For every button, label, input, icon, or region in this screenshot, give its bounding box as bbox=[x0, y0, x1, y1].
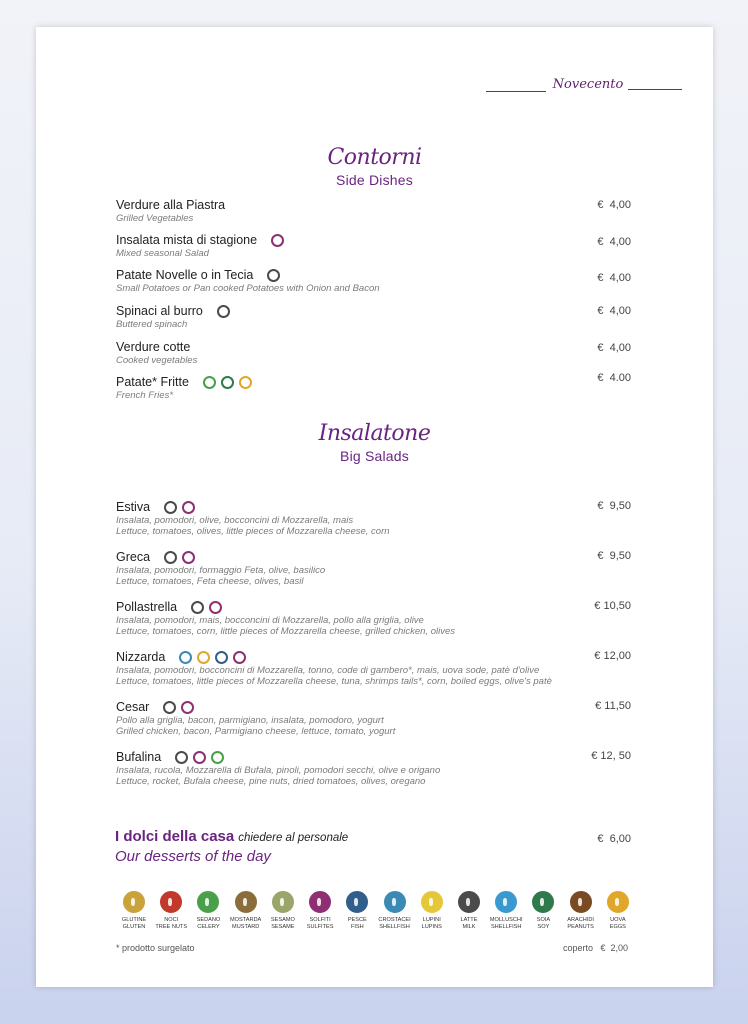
allergen-label-it: ARACHIDI bbox=[567, 917, 594, 923]
allergen-label-en: SULFITES bbox=[306, 924, 334, 930]
allergen-legend-item bbox=[265, 891, 301, 931]
allergen-legend-item bbox=[339, 891, 375, 931]
allergen-label-en: GLUTEN bbox=[122, 924, 146, 930]
price: € 9,50 bbox=[597, 500, 631, 512]
allergen-label-it: SESAMO bbox=[270, 917, 295, 923]
allergen-label-en: MUSTARD bbox=[232, 924, 260, 930]
allergen-label-it: LUPINI bbox=[422, 917, 441, 923]
novecento-logo: Novecento bbox=[486, 71, 682, 107]
milk-icon bbox=[267, 269, 280, 282]
sulfites-icon bbox=[271, 234, 284, 247]
allergen-label-en: EGGS bbox=[609, 924, 626, 930]
allergen-label-en: CELERY bbox=[197, 924, 220, 930]
allergen-legend-item bbox=[153, 891, 189, 931]
price: € 4,00 bbox=[597, 342, 631, 354]
menu-item: Patate Novelle o in Tecia Small Potatoes or Pan cooked Potatoes with Onion and Bacon bbox=[116, 268, 380, 294]
milk-icon bbox=[164, 551, 177, 564]
allergen-label-en: SHELLFISH bbox=[379, 924, 410, 930]
allergen-label-it: CROSTACEI bbox=[378, 917, 411, 923]
allergen-legend-item bbox=[488, 891, 524, 931]
price: € 10,50 bbox=[594, 600, 631, 612]
menu-item: Spinaci al burro Buttered spinach bbox=[116, 304, 636, 330]
allergen-label-it: GLUTINE bbox=[121, 917, 147, 923]
allergen-label-en: SHELLFISH bbox=[490, 924, 522, 930]
allergen-label-en: LUPINS bbox=[421, 924, 442, 930]
egg-icon bbox=[197, 651, 210, 664]
price: € 4.00 bbox=[597, 372, 631, 384]
sesame-icon bbox=[272, 891, 294, 913]
sulfites-icon bbox=[309, 891, 331, 913]
milk-icon bbox=[217, 305, 230, 318]
allergen-label-en: PEANUTS bbox=[567, 924, 594, 930]
price: € 4,00 bbox=[597, 272, 631, 284]
allergen-label-en: SESAME bbox=[271, 924, 295, 930]
milk-icon bbox=[175, 751, 188, 764]
section-title-insalatone: Insalatone Big Salads bbox=[318, 421, 431, 464]
milk-icon bbox=[163, 701, 176, 714]
allergen-label-it: NOCI bbox=[164, 917, 179, 923]
allergen-legend-item bbox=[525, 891, 561, 931]
fish-icon bbox=[215, 651, 228, 664]
menu-item: Insalata mista di stagione Mixed seasonal Salad bbox=[116, 233, 636, 259]
allergen-label-it: PESCE bbox=[347, 917, 367, 923]
allergen-label-en: TREE NUTS bbox=[155, 924, 188, 930]
section-title-contorni: Contorni Side Dishes bbox=[327, 145, 422, 188]
cover-charge: coperto € 2,00 bbox=[562, 943, 628, 953]
allergen-legend-item bbox=[451, 891, 487, 931]
menu-page bbox=[36, 27, 713, 987]
menu-item: Pollastrella Insalata, pomodori, mais, bocconcini di Mozzarella, pollo alla griglia, olive Lettuce, tomatoes, corn, little pieces of Mozzarella cheese, grilled chicken, olives bbox=[116, 600, 455, 637]
price: € 4,00 bbox=[597, 305, 631, 317]
price: € 12, 50 bbox=[591, 750, 631, 762]
allergen-label-it: MOLLUSCHI bbox=[489, 917, 523, 923]
allergen-legend-item bbox=[190, 891, 226, 931]
allergen-label-en: MILK bbox=[462, 924, 476, 930]
soy-icon bbox=[221, 376, 234, 389]
price: € 4,00 bbox=[597, 236, 631, 248]
allergen-label-it: SOIA bbox=[536, 917, 551, 923]
sulfites-icon bbox=[193, 751, 206, 764]
menu-item: Cesar Pollo alla griglia, bacon, parmigiano, insalata, pomodoro, yogurt Grilled chicken, bacon, Parmigiano cheese, lettuce, tomato, yogurt bbox=[116, 700, 396, 737]
allergen-legend-item bbox=[228, 891, 264, 931]
celery-icon bbox=[203, 376, 216, 389]
allergen-label-it: SEDANO bbox=[196, 917, 221, 923]
allergen-legend-item bbox=[116, 891, 152, 931]
allergen-legend-item bbox=[377, 891, 413, 931]
allergen-label-it: UOVA bbox=[610, 917, 626, 923]
milk-icon bbox=[458, 891, 480, 913]
allergen-legend-item bbox=[302, 891, 338, 931]
allergen-label-it: MOSTARDA bbox=[230, 917, 262, 923]
allergen-label-it: LATTE bbox=[460, 917, 478, 923]
milk-icon bbox=[164, 501, 177, 514]
menu-item: Nizzarda Insalata, pomodori, bocconcini di Mozzarella, tonno, code di gambero*, mais, uova sode, patè d'olive Lettuce, tomatoes, little pieces of Mozzarella cheese, tuna, shrimps tails*, corn, boiled eggs, olive's patè bbox=[116, 650, 552, 687]
dessert-block: I dolci della casa chiedere al personale Our desserts of the day bbox=[115, 828, 349, 865]
frozen-footnote: * prodotto surgelato bbox=[116, 943, 195, 953]
price: € 11,50 bbox=[595, 700, 631, 712]
allergen-label-it: SOLFITI bbox=[309, 917, 331, 923]
mustard-icon bbox=[235, 891, 257, 913]
price: € 9,50 bbox=[597, 550, 631, 562]
allergen-legend bbox=[116, 891, 636, 931]
nut-icon bbox=[160, 891, 182, 913]
egg-icon bbox=[607, 891, 629, 913]
lupin-icon bbox=[421, 891, 443, 913]
allergen-legend-item bbox=[563, 891, 599, 931]
celery-icon bbox=[197, 891, 219, 913]
celery-icon bbox=[211, 751, 224, 764]
sulfites-icon bbox=[233, 651, 246, 664]
allergen-label-en: SOY bbox=[537, 924, 550, 930]
allergen-legend-item bbox=[414, 891, 450, 931]
menu-item: Greca Insalata, pomodori, formaggio Feta, olive, basilico Lettuce, tomatoes, Feta cheese, olives, basil bbox=[116, 550, 326, 587]
allergen-label-en: FISH bbox=[350, 924, 364, 930]
sulfites-icon bbox=[182, 501, 195, 514]
allergen-legend-item bbox=[600, 891, 636, 931]
menu-item: Bufalina Insalata, rucola, Mozzarella di Bufala, pinoli, pomodori secchi, olive e origano Lettuce, rocket, Bufala cheese, pine nuts, dried tomatoes, olives, oregano bbox=[116, 750, 441, 787]
price: € 6,00 bbox=[597, 833, 631, 845]
fish-icon bbox=[346, 891, 368, 913]
price: € 12,00 bbox=[594, 650, 631, 662]
menu-item: Verdure alla Piastra Grilled Vegetables bbox=[116, 198, 226, 224]
menu-item: Estiva Insalata, pomodori, olive, bocconcini di Mozzarella, mais Lettuce, tomatoes, olives, little pieces of Mozzarella cheese, corn bbox=[116, 500, 390, 537]
sulfites-icon bbox=[182, 551, 195, 564]
menu-item: Verdure cotte Cooked vegetables bbox=[116, 340, 198, 366]
egg-icon bbox=[239, 376, 252, 389]
crustacean-icon bbox=[384, 891, 406, 913]
peanut-icon bbox=[570, 891, 592, 913]
price: € 4,00 bbox=[597, 199, 631, 211]
milk-icon bbox=[191, 601, 204, 614]
sulfites-icon bbox=[209, 601, 222, 614]
mollusc-icon bbox=[495, 891, 517, 913]
menu-item: Patate* Fritte French Fries* bbox=[116, 375, 636, 401]
soy-icon bbox=[532, 891, 554, 913]
sulfites-icon bbox=[181, 701, 194, 714]
wheat-icon bbox=[123, 891, 145, 913]
crustacean-icon bbox=[179, 651, 192, 664]
